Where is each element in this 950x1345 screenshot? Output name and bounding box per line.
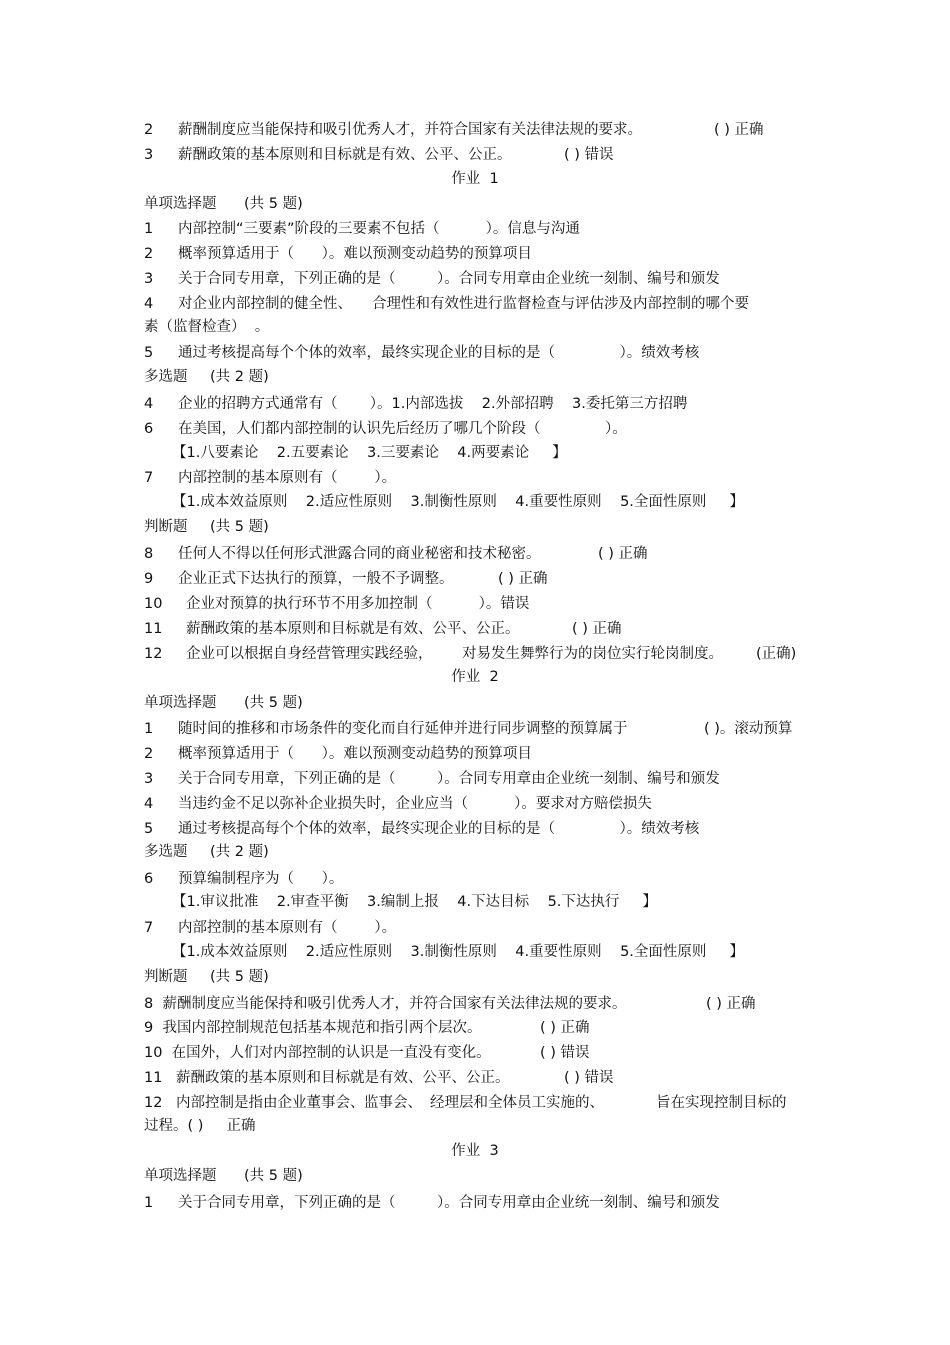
- item-number: 4: [144, 796, 154, 812]
- text-line: [0, 393, 688, 415]
- item-number: 6: [144, 421, 154, 437]
- question-text: 8 薪酬制度应当能保持和吸引优秀人才，并符合国家有关法律法规的要求。: [144, 996, 627, 1012]
- options-text: 【1.成本效益原则 2.适应性原则 3.制衡性原则 4.重要性原则 5.全面性原则 】: [172, 944, 744, 960]
- item-number: 1: [144, 721, 154, 737]
- question-text: 任何人不得以任何形式泄露合同的商业秘密和技术秘密。: [178, 546, 541, 562]
- question-text: 通过考核提高每个个体的效率，最终实现企业的目标的是（ ）。绩效考核: [178, 345, 700, 361]
- item-number: 1: [144, 221, 154, 237]
- item-number: 9: [144, 571, 154, 587]
- text-line: [0, 243, 532, 265]
- text-line: [0, 1092, 787, 1114]
- subsection-label: 多选题: [144, 369, 188, 385]
- item-number: 8: [144, 546, 154, 562]
- question-text: 企业正式下达执行的预算，一般不予调整。: [178, 571, 454, 587]
- text-line: [0, 293, 749, 315]
- subsection-label: 判断题: [144, 969, 188, 985]
- question-text: 在美国，人们都内部控制的认识先后经历了哪几个阶段（ ）。: [178, 421, 627, 437]
- item-number: 5: [144, 821, 154, 837]
- text-line: [0, 868, 344, 890]
- subsection-label: 单项选择题: [144, 695, 217, 711]
- item-number: 5: [144, 345, 154, 361]
- question-text: 旨在实现控制目标的: [656, 1095, 787, 1111]
- question-text: 关于合同专用章，下列正确的是（ ）。合同专用章由企业统一刻制、编号和颁发: [178, 771, 720, 787]
- section-heading-text: 作业 3: [451, 1143, 499, 1159]
- options-text: 【1.审议批准 2.审查平衡 3.编制上报 4.下达目标 5.下达执行 】: [172, 894, 657, 910]
- answer-text: ( ) 正确: [540, 1020, 590, 1036]
- subsection-title: [0, 516, 269, 538]
- item-number: 12: [144, 1095, 163, 1111]
- subsection-count: (共 2 题): [210, 369, 269, 385]
- question-text: 当违约金不足以弥补企业损失时，企业应当（ ）。要求对方赔偿损失: [178, 796, 652, 812]
- subsection-count: (共 5 题): [244, 1168, 303, 1184]
- subsection-count: (共 5 题): [244, 196, 303, 212]
- question-text: 随时间的推移和市场条件的变化而自行延伸并进行同步调整的预算属于: [178, 721, 628, 737]
- section-heading: [0, 168, 950, 190]
- item-number: 2: [144, 122, 154, 138]
- item-number: 3: [144, 271, 154, 287]
- text-line: [0, 718, 793, 740]
- item-number: 4: [144, 396, 154, 412]
- item-number: 2: [144, 246, 154, 262]
- text-line: [0, 568, 548, 590]
- section-heading: [0, 1140, 950, 1162]
- subsection-label: 判断题: [144, 519, 188, 535]
- text-line: [0, 467, 397, 489]
- item-number: 12: [144, 646, 163, 662]
- subsection-title: [0, 1165, 303, 1187]
- options-text: 【1.成本效益原则 2.适应性原则 3.制衡性原则 4.重要性原则 5.全面性原则 】: [172, 494, 744, 510]
- question-text: 监事会、: [364, 1095, 422, 1111]
- text-line: [0, 418, 627, 440]
- text-line: [0, 743, 532, 765]
- item-number: 3: [144, 771, 154, 787]
- answer-text: (正确): [756, 646, 797, 662]
- item-number: 1: [144, 1195, 154, 1211]
- question-text: 内部控制的基本原则有（ ）。: [178, 470, 397, 486]
- question-text: 经理层和全体员工实施的、: [430, 1095, 604, 1111]
- question-text: 对易发生舞弊行为的岗位实行轮岗制度。: [462, 646, 723, 662]
- question-text: 薪酬政策的基本原则和目标就是有效、公平、公正。: [186, 621, 520, 637]
- text-line: [0, 818, 700, 840]
- text-line: [0, 593, 530, 615]
- subsection-title: [0, 692, 303, 714]
- text-line: [0, 618, 622, 640]
- answer-text: ( ) 错误: [564, 1070, 614, 1086]
- question-text: 内部控制“三要素”阶段的三要素不包括（ ）。信息与沟通: [178, 221, 580, 237]
- subsection-label: 单项选择题: [144, 1168, 217, 1184]
- question-text: 素（监督检查） 。: [144, 319, 270, 335]
- answer-text: ( ) 正确: [706, 996, 756, 1012]
- text-line: [0, 993, 756, 1015]
- section-heading-text: 作业 2: [451, 669, 499, 685]
- question-text: 通过考核提高每个个体的效率，最终实现企业的目标的是（ ）。绩效考核: [178, 821, 700, 837]
- question-text: 内部控制是指由企业董事会、: [176, 1095, 365, 1111]
- question-text: 关于合同专用章，下列正确的是（ ）。合同专用章由企业统一刻制、编号和颁发: [178, 1195, 720, 1211]
- text-line: [0, 218, 580, 240]
- question-text: 10 在国外，人们对内部控制的认识是一直没有变化。: [144, 1045, 491, 1061]
- question-text: 概率预算适用于（ ）。难以预测变动趋势的预算项目: [178, 746, 532, 762]
- question-text: 企业的招聘方式通常有（ ）。1.内部选拔 2.外部招聘 3.委托第三方招聘: [178, 396, 688, 412]
- answer-text: ( ) 正确: [598, 546, 648, 562]
- answer-text: ( )。滚动预算: [704, 721, 793, 737]
- item-number: 3: [144, 147, 154, 163]
- subsection-title: [0, 193, 303, 215]
- question-text: 对企业内部控制的健全性、: [178, 296, 352, 312]
- question-text: 薪酬政策的基本原则和目标就是有效、公平、公正。: [176, 1070, 510, 1086]
- question-text: 关于合同专用章，下列正确的是（ ）。合同专用章由企业统一刻制、编号和颁发: [178, 271, 720, 287]
- text-line: [0, 543, 648, 565]
- subsection-count: (共 5 题): [210, 969, 269, 985]
- answer-text: ( ) 正确: [714, 122, 764, 138]
- question-text: 内部控制的基本原则有（ ）。: [178, 920, 397, 936]
- item-number: 7: [144, 920, 154, 936]
- question-text: 合理性和有效性进行监督检查与评估涉及内部控制的哪个要: [372, 296, 749, 312]
- text-line: [0, 768, 720, 790]
- text-line: [0, 917, 397, 939]
- subsection-label: 单项选择题: [144, 196, 217, 212]
- question-text: 概率预算适用于（ ）。难以预测变动趋势的预算项目: [178, 246, 532, 262]
- subsection-count: (共 5 题): [244, 695, 303, 711]
- options-line: [0, 491, 744, 513]
- options-line: [0, 442, 567, 464]
- item-number: 2: [144, 746, 154, 762]
- item-number: 11: [144, 1070, 163, 1086]
- subsection-count: (共 2 题): [210, 844, 269, 860]
- question-text: 过程。( ) 正确: [144, 1118, 256, 1134]
- item-number: 6: [144, 871, 154, 887]
- question-text: 预算编制程序为（ ）。: [178, 871, 344, 887]
- question-text: 企业对预算的执行环节不用多加控制（ ）。错误: [186, 596, 530, 612]
- text-line: [0, 643, 797, 665]
- text-line: [0, 1192, 720, 1214]
- question-text: 企业可以根据自身经营管理实践经验，: [186, 646, 433, 662]
- answer-text: ( ) 错误: [564, 147, 614, 163]
- text-line: [0, 1042, 590, 1064]
- text-line: [0, 144, 614, 166]
- options-line: [0, 891, 657, 913]
- answer-text: ( ) 错误: [540, 1045, 590, 1061]
- subsection-title: [0, 366, 269, 388]
- subsection-title: [0, 841, 269, 863]
- item-number: 7: [144, 470, 154, 486]
- text-line: [0, 1017, 590, 1039]
- question-text: 薪酬制度应当能保持和吸引优秀人才，并符合国家有关法律法规的要求。: [178, 122, 642, 138]
- text-line: [0, 1067, 614, 1089]
- question-text: 薪酬政策的基本原则和目标就是有效、公平、公正。: [178, 147, 512, 163]
- answer-text: ( ) 正确: [498, 571, 548, 587]
- question-text: 9 我国内部控制规范包括基本规范和指引两个层次。: [144, 1020, 482, 1036]
- section-heading: [0, 666, 950, 688]
- options-text: 【1.八要素论 2.五要素论 3.三要素论 4.两要素论 】: [172, 445, 567, 461]
- text-line: [0, 119, 764, 141]
- text-line: [0, 316, 270, 338]
- section-heading-text: 作业 1: [451, 171, 499, 187]
- text-line: [0, 793, 652, 815]
- item-number: 4: [144, 296, 154, 312]
- options-line: [0, 941, 744, 963]
- item-number: 11: [144, 621, 163, 637]
- subsection-label: 多选题: [144, 844, 188, 860]
- subsection-title: [0, 966, 269, 988]
- text-line: [0, 268, 720, 290]
- text-line: [0, 342, 700, 364]
- item-number: 10: [144, 596, 163, 612]
- text-line: [0, 1115, 256, 1137]
- subsection-count: (共 5 题): [210, 519, 269, 535]
- answer-text: ( ) 正确: [572, 621, 622, 637]
